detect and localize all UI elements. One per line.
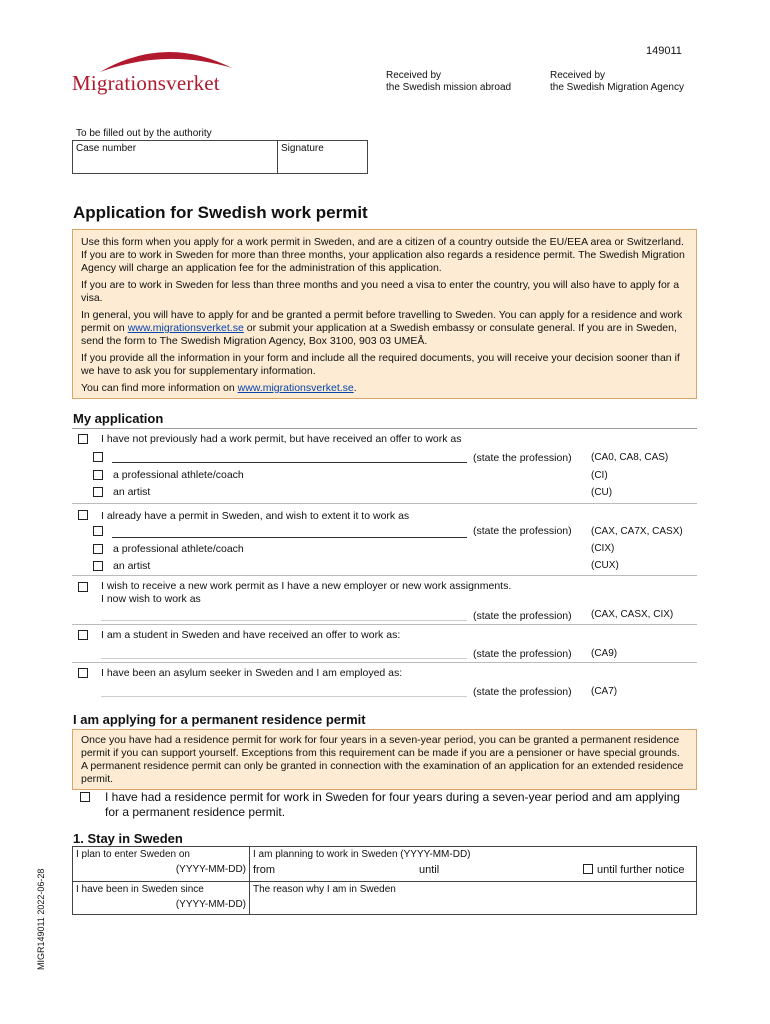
- opt1-code-b: (CI): [591, 470, 608, 481]
- opt5-checkbox[interactable]: [78, 668, 88, 678]
- intro-p3-after: or submit your application at a Swedish embassy or consulate general. If you are in Sweden, send the form to The Swedish Migration Agency, Box 3100, 903 03 UMEÅ.: [81, 322, 677, 347]
- received-agency-line2: the Swedish Migration Agency: [550, 82, 684, 93]
- signature-field[interactable]: [278, 141, 367, 173]
- permanent-checkbox[interactable]: [80, 792, 90, 802]
- logo: [70, 38, 240, 98]
- opt3-code: (CAX, CASX, CIX): [591, 609, 674, 620]
- opt2-code-b: (CIX): [591, 543, 615, 554]
- opt4-label: I am a student in Sweden and have received an offer to work as:: [101, 629, 401, 641]
- opt3-label-line1: I wish to receive a new work permit as I have a new employer or new work assignments.: [101, 580, 512, 592]
- opt1-artist-label: an artist: [113, 486, 151, 498]
- work-period-row: [253, 864, 693, 878]
- opt1-checkbox[interactable]: [78, 434, 88, 444]
- intro-p3: [81, 309, 688, 348]
- opt3-profession-line[interactable]: [101, 620, 467, 621]
- permanent-checkbox-label: I have had a residence permit for work in Sweden for four years during a seven-year period and am applying for a permanent residence permit.: [105, 790, 680, 819]
- opt4-state-label: (state the profession): [473, 648, 572, 660]
- opt1-athlete-checkbox[interactable]: [93, 470, 103, 480]
- logo-text: Migrationsverket: [72, 71, 220, 95]
- opt5-label: I have been an asylum seeker in Sweden and I am employed as:: [101, 667, 403, 679]
- signature-label: Signature: [281, 143, 324, 154]
- opt2-artist-checkbox[interactable]: [93, 561, 103, 571]
- stay-table: [72, 846, 697, 915]
- rule-opt1: [72, 503, 697, 504]
- permanent-heading: I am applying for a permanent residence permit: [73, 712, 366, 727]
- stay-heading: 1. Stay in Sweden: [73, 831, 183, 846]
- reason-label: The reason why I am in Sweden: [253, 884, 396, 895]
- opt2-athlete-checkbox[interactable]: [93, 544, 103, 554]
- further-notice-checkbox[interactable]: [583, 864, 593, 874]
- received-mission: [386, 70, 511, 94]
- my-application-heading: My application: [73, 411, 164, 426]
- permanent-info-box: [72, 729, 697, 790]
- opt2-profession-checkbox[interactable]: [93, 526, 103, 536]
- been-since-label: I have been in Sweden since: [76, 884, 204, 895]
- form-number: 149011: [646, 45, 682, 57]
- case-number-field[interactable]: [73, 141, 278, 173]
- until-label: until: [419, 864, 440, 876]
- opt2-code-c: (CUX): [591, 560, 619, 571]
- opt2-profession-line[interactable]: [112, 537, 467, 538]
- further-notice-label: until further notice: [597, 864, 685, 876]
- work-label: I am planning to work in Sweden (YYYY-MM-DD): [253, 849, 471, 860]
- intro-p4: If you provide all the information in your form and include all the required documents, you will receive your decision sooner than if we have to ask you for supplementary information.: [81, 352, 680, 377]
- opt1-profession-checkbox[interactable]: [93, 452, 103, 462]
- opt4-code: (CA9): [591, 648, 618, 659]
- been-since-cell[interactable]: [73, 882, 250, 915]
- received-mission-line1: Received by: [386, 70, 442, 81]
- migrationsverket-link-2[interactable]: www.migrationsverket.se: [237, 382, 354, 394]
- received-agency: [550, 70, 684, 94]
- intro-p2: If you are to work in Sweden for less than three months and you need a visa to enter the country, you will also have to apply for a visa.: [81, 279, 680, 304]
- form-side-code: MIGR149011 2022-06-28: [36, 868, 46, 970]
- intro-p3-before: In general, you will have to apply for and be granted a permit before travelling to Sweden. You can apply for a residence and work permit on: [81, 309, 683, 334]
- case-number-label: Case number: [76, 143, 137, 154]
- rule-opt4: [72, 662, 697, 663]
- opt1-profession-line[interactable]: [112, 462, 467, 463]
- permanent-info-text: Once you have had a residence permit for work for four years in a seven-year period, you can be granted a permanent residence permit if you can support yourself. Exceptions from this requirement can be made if you are a pensioner or have special grounds. A permanent residence permit can only be granted in connection with the examination of an application for an extended residence permit.: [81, 734, 684, 785]
- intro-p5-after: .: [353, 382, 357, 394]
- authority-box: [72, 140, 368, 174]
- opt2-checkbox[interactable]: [78, 510, 88, 520]
- authority-heading: To be filled out by the authority: [76, 128, 212, 139]
- rule-my-application: [72, 428, 697, 429]
- enter-date-cell[interactable]: [73, 847, 250, 882]
- opt4-profession-line[interactable]: [101, 658, 467, 659]
- opt5-state-label: (state the profession): [473, 686, 572, 698]
- opt5-profession-line[interactable]: [101, 696, 467, 697]
- from-label: from: [253, 864, 275, 876]
- work-period-cell[interactable]: [250, 847, 697, 882]
- opt3-label-line2: I now wish to work as: [101, 593, 201, 605]
- migrationsverket-link-1[interactable]: www.migrationsverket.se: [127, 322, 244, 334]
- opt5-code: (CA7): [591, 686, 618, 697]
- opt2-state-label: (state the profession): [473, 525, 572, 537]
- opt2-athlete-label: a professional athlete/coach: [113, 543, 244, 555]
- stay-row-2: [73, 882, 697, 915]
- opt2-code-a: (CAX, CA7X, CASX): [591, 526, 683, 537]
- opt1-code-c: (CU): [591, 487, 613, 498]
- stay-row-1: [73, 847, 697, 882]
- opt2-label: I already have a permit in Sweden, and wish to extent it to work as: [101, 510, 410, 522]
- opt1-athlete-label: a professional athlete/coach: [113, 469, 244, 481]
- enter-label: I plan to enter Sweden on: [76, 849, 190, 860]
- intro-p1: Use this form when you apply for a work permit in Sweden, and are a citizen of a country outside the EU/EEA area or Switzerland. If you are to work in Sweden for more than three months, your application also regards a residence permit. The Swedish Migration Agency will charge an application fee for the administration of this application.: [81, 236, 685, 274]
- received-mission-line2: the Swedish mission abroad: [386, 82, 512, 93]
- received-agency-line1: Received by: [550, 70, 606, 81]
- intro-info-box: [72, 229, 697, 399]
- rule-opt3: [72, 624, 697, 625]
- reason-cell[interactable]: [250, 882, 697, 915]
- opt4-checkbox[interactable]: [78, 630, 88, 640]
- opt2-artist-label: an artist: [113, 560, 151, 572]
- been-since-date-format: (YYYY-MM-DD): [175, 899, 246, 910]
- opt1-state-label: (state the profession): [473, 452, 572, 464]
- opt1-code-a: (CA0, CA8, CAS): [591, 452, 669, 463]
- intro-p5: [81, 382, 688, 395]
- enter-date-format: (YYYY-MM-DD): [175, 864, 246, 875]
- opt3-state-label: (state the profession): [473, 610, 572, 622]
- opt3-checkbox[interactable]: [78, 582, 88, 592]
- opt1-artist-checkbox[interactable]: [93, 487, 103, 497]
- page-title: Application for Swedish work permit: [73, 203, 368, 222]
- rule-opt2: [72, 575, 697, 576]
- opt1-label: I have not previously had a work permit, but have received an offer to work as: [101, 433, 462, 445]
- intro-p5-before: You can find more information on: [81, 382, 238, 394]
